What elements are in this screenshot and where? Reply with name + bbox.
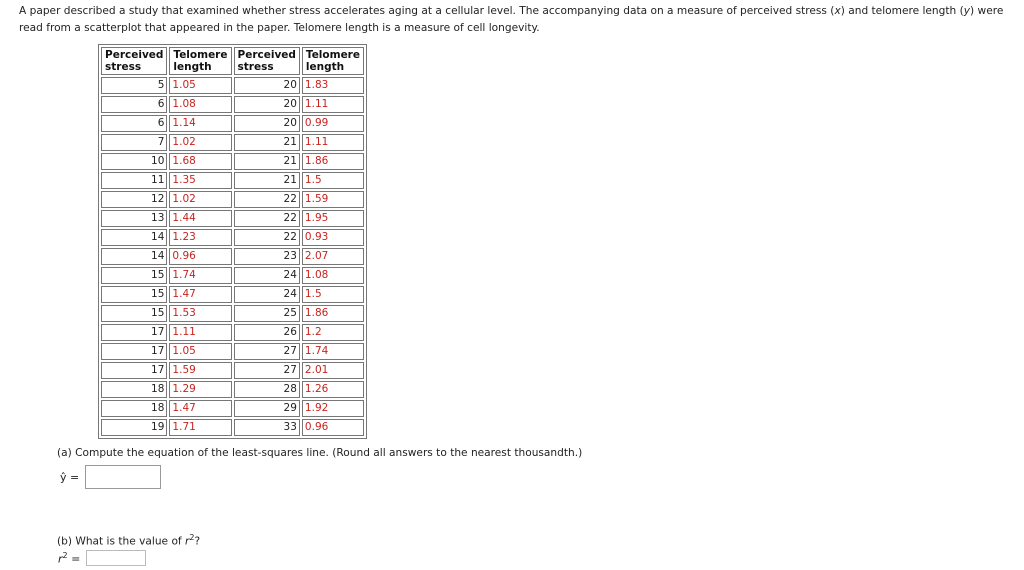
telomere-length-cell: 1.53 [169, 305, 231, 322]
perceived-stress-cell: 15 [101, 267, 167, 284]
telomere-length-cell: 1.35 [169, 172, 231, 189]
perceived-stress-cell: 29 [234, 400, 300, 417]
perceived-stress-cell: 22 [234, 210, 300, 227]
perceived-stress-cell: 26 [234, 324, 300, 341]
question-b-prefix: (b) What is the value of [57, 535, 186, 548]
perceived-stress-cell: 17 [101, 343, 167, 360]
telomere-length-cell: 1.29 [169, 381, 231, 398]
table-row [101, 115, 364, 132]
question-b-exp: 2 [189, 533, 195, 542]
telomere-length-cell: 1.74 [302, 343, 364, 360]
perceived-stress-cell: 22 [234, 229, 300, 246]
table-row [101, 381, 364, 398]
telomere-length-cell: 1.11 [302, 96, 364, 113]
perceived-stress-cell: 6 [101, 115, 167, 132]
telomere-length-cell: 1.23 [169, 229, 231, 246]
intro-text-3: ) were read from a scatterplot that appeared in the paper. Telomere length is a measure of cell longevity. [19, 5, 1004, 34]
question-b-suffix: ? [194, 535, 201, 548]
telomere-length-cell: 0.93 [302, 229, 364, 246]
intro-text-2: ) and telomere length ( [840, 5, 964, 17]
table-row [101, 248, 364, 265]
data-table [98, 44, 367, 439]
perceived-stress-cell: 18 [101, 381, 167, 398]
telomere-length-cell: 1.47 [169, 400, 231, 417]
var-x: x [834, 5, 841, 17]
perceived-stress-cell: 23 [234, 248, 300, 265]
table-row [101, 305, 364, 322]
telomere-length-cell: 1.68 [169, 153, 231, 170]
table-row [101, 343, 364, 360]
perceived-stress-cell: 13 [101, 210, 167, 227]
perceived-stress-cell: 21 [234, 153, 300, 170]
perceived-stress-cell: 21 [234, 134, 300, 151]
table-header-row [101, 47, 364, 75]
perceived-stress-cell: 28 [234, 381, 300, 398]
telomere-length-cell: 1.59 [169, 362, 231, 379]
perceived-stress-cell: 22 [234, 191, 300, 208]
telomere-length-cell: 1.02 [169, 134, 231, 151]
table-row [101, 362, 364, 379]
r-squared-input[interactable] [86, 550, 146, 566]
telomere-length-cell: 1.05 [169, 77, 231, 94]
telomere-length-cell: 1.11 [302, 134, 364, 151]
table-row [101, 96, 364, 113]
question-a: (a) Compute the equation of the least-squares line. (Round all answers to the nearest thousandth.) [57, 447, 583, 459]
header-telomere-length-1: Telomere length [169, 47, 231, 75]
perceived-stress-cell: 6 [101, 96, 167, 113]
r2-label [58, 551, 80, 566]
perceived-stress-cell: 24 [234, 286, 300, 303]
perceived-stress-cell: 17 [101, 324, 167, 341]
table-row [101, 400, 364, 417]
perceived-stress-cell: 19 [101, 419, 167, 436]
telomere-length-cell: 1.59 [302, 191, 364, 208]
question-b-r: r [185, 535, 190, 548]
perceived-stress-cell: 17 [101, 362, 167, 379]
header-perceived-stress-1: Perceived stress [101, 47, 167, 75]
table-row [101, 210, 364, 227]
telomere-length-cell: 1.26 [302, 381, 364, 398]
telomere-length-cell: 1.86 [302, 153, 364, 170]
r2-label-exp: 2 [62, 550, 68, 560]
telomere-length-cell: 1.08 [169, 96, 231, 113]
r2-label-var: r [58, 552, 63, 566]
telomere-length-cell: 1.05 [169, 343, 231, 360]
telomere-length-cell: 1.11 [169, 324, 231, 341]
perceived-stress-cell: 10 [101, 153, 167, 170]
problem-statement [19, 3, 1019, 37]
telomere-length-cell: 1.92 [302, 400, 364, 417]
least-squares-input[interactable] [85, 465, 161, 489]
perceived-stress-cell: 27 [234, 343, 300, 360]
telomere-length-cell: 1.74 [169, 267, 231, 284]
perceived-stress-cell: 12 [101, 191, 167, 208]
table-row [101, 267, 364, 284]
telomere-length-cell: 1.2 [302, 324, 364, 341]
perceived-stress-cell: 27 [234, 362, 300, 379]
telomere-length-cell: 2.01 [302, 362, 364, 379]
table-row [101, 229, 364, 246]
answer-a-row [60, 465, 161, 489]
table-row [101, 324, 364, 341]
perceived-stress-cell: 18 [101, 400, 167, 417]
perceived-stress-cell: 25 [234, 305, 300, 322]
table-row [101, 153, 364, 170]
yhat-label: ŷ = [60, 470, 80, 484]
data-table-wrapper [98, 44, 367, 439]
perceived-stress-cell: 15 [101, 286, 167, 303]
telomere-length-cell: 0.99 [302, 115, 364, 132]
table-row [101, 172, 364, 189]
perceived-stress-cell: 20 [234, 77, 300, 94]
perceived-stress-cell: 11 [101, 172, 167, 189]
telomere-length-cell: 1.5 [302, 172, 364, 189]
perceived-stress-cell: 20 [234, 115, 300, 132]
header-perceived-stress-2: Perceived stress [234, 47, 300, 75]
telomere-length-cell: 0.96 [169, 248, 231, 265]
table-row [101, 191, 364, 208]
r2-label-eq: = [67, 552, 81, 566]
telomere-length-cell: 1.5 [302, 286, 364, 303]
telomere-length-cell: 1.47 [169, 286, 231, 303]
telomere-length-cell: 1.86 [302, 305, 364, 322]
answer-b-row [58, 550, 146, 566]
table-row [101, 286, 364, 303]
perceived-stress-cell: 14 [101, 229, 167, 246]
telomere-length-cell: 1.95 [302, 210, 364, 227]
perceived-stress-cell: 33 [234, 419, 300, 436]
table-row [101, 77, 364, 94]
telomere-length-cell: 1.08 [302, 267, 364, 284]
telomere-length-cell: 1.14 [169, 115, 231, 132]
telomere-length-cell: 1.83 [302, 77, 364, 94]
perceived-stress-cell: 5 [101, 77, 167, 94]
var-y: y [963, 5, 971, 17]
perceived-stress-cell: 24 [234, 267, 300, 284]
table-row [101, 419, 364, 436]
perceived-stress-cell: 20 [234, 96, 300, 113]
intro-text-1: A paper described a study that examined whether stress accelerates aging at a cellular level. The accompanying data on a measure of perceived stress ( [19, 5, 835, 17]
telomere-length-cell: 2.07 [302, 248, 364, 265]
table-body [101, 77, 364, 436]
perceived-stress-cell: 21 [234, 172, 300, 189]
perceived-stress-cell: 15 [101, 305, 167, 322]
header-telomere-length-2: Telomere length [302, 47, 364, 75]
telomere-length-cell: 1.02 [169, 191, 231, 208]
telomere-length-cell: 1.71 [169, 419, 231, 436]
perceived-stress-cell: 7 [101, 134, 167, 151]
question-b [57, 533, 200, 548]
telomere-length-cell: 1.44 [169, 210, 231, 227]
perceived-stress-cell: 14 [101, 248, 167, 265]
telomere-length-cell: 0.96 [302, 419, 364, 436]
table-row [101, 134, 364, 151]
